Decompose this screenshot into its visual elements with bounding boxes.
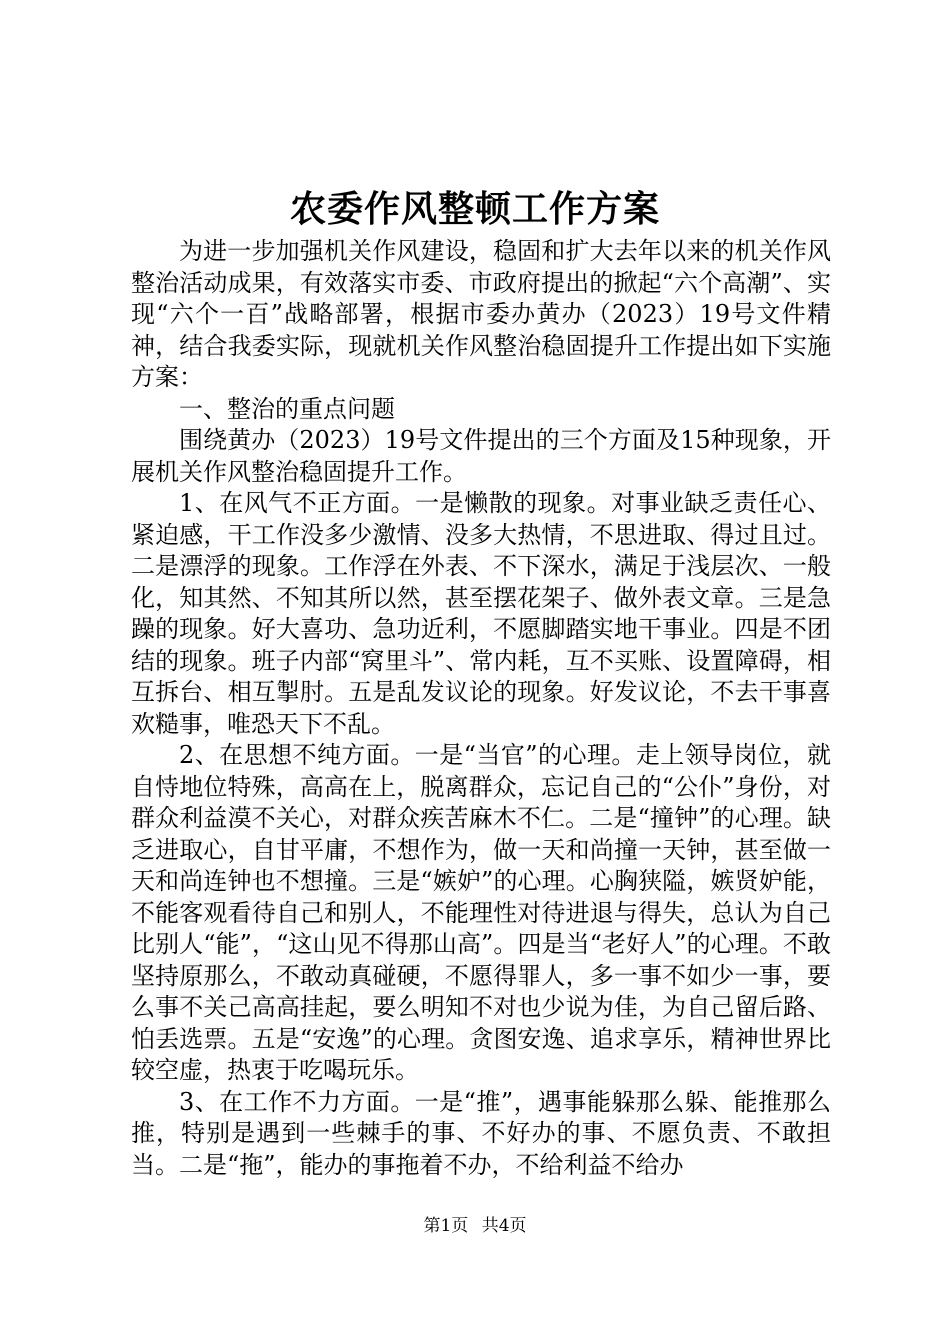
paragraph-item-1: 1、在风气不正方面。一是懒散的现象。对事业缺乏责任心、紧迫感，干工作没多少激情、没多大热情，不思进取、得过且过。二是漂浮的现象。工作浮在外表、不下深水，满足于浅层次、一般化，知其然、不知其所以然，甚至摆花架子、做外表文章。三是急躁的现象。好大喜功、急功近利，不愿脚踏实地干事业。四是不团结的现象。班子内部“窝里斗”、常内耗，互不买账、设置障碍，相互拆台、相互掣肘。五是乱发议论的现象。好发议论，不去干事喜欢糙事，唯恐天下不乱。 [131, 489, 831, 738]
page-footer [0, 1214, 950, 1238]
paragraph-item-3: 3、在工作不力方面。一是“推”，遇事能躲那么躲、能推那么推，特别是遇到一些棘手的事、不好办的事、不愿负责、不敢担当。二是“拖”，能办的事拖着不办，不给利益不给办 [131, 1087, 831, 1179]
paragraph-intro: 为进一步加强机关作风建设，稳固和扩大去年以来的机关作风整治活动成果，有效落实市委、市政府提出的掀起“六个高潮”、实现“六个一百”战略部署，根据市委办黄办（2023）19号文件精神，结合我委实际，现就机关作风整治稳固提升工作提出如下实施方案： [131, 237, 831, 391]
document-title: 农委作风整顿工作方案 [289, 188, 660, 230]
document-body [131, 236, 831, 1181]
section-heading: 一、整治的重点问题 [179, 394, 395, 423]
paragraph-overview: 围绕黄办（2023）19号文件提出的三个方面及15种现象，开展机关作风整治稳固提升工作。 [131, 426, 831, 486]
page-total: 共4页 [481, 1216, 527, 1236]
page-number: 第1页 [423, 1216, 469, 1236]
paragraph-item-2: 2、在思想不纯方面。一是“当官”的心理。走上领导岗位，就自恃地位特殊，高高在上，脱离群众，忘记自己的“公仆”身份，对群众利益漠不关心，对群众疾苦麻木不仁。二是“撞钟”的心理。缺乏进取心，自甘平庸，不想作为，做一天和尚撞一天钟，甚至做一天和尚连钟也不想撞。三是“嫉妒”的心理。心胸狭隘，嫉贤妒能，不能客观看待自己和别人，不能理性对待进退与得失，总认为自己比别人“能”，“这山见不得那山高”。四是当“老好人”的心理。不敢坚持原那么，不敢动真碰硬，不愿得罪人，多一事不如少一事，要么事不关己高高挂起，要么明知不对也少说为佳，为自己留后路、怕丢选票。五是“安逸”的心理。贪图安逸、追求享乐，精神世界比较空虚，热衷于吃喝玩乐。 [131, 741, 831, 1084]
